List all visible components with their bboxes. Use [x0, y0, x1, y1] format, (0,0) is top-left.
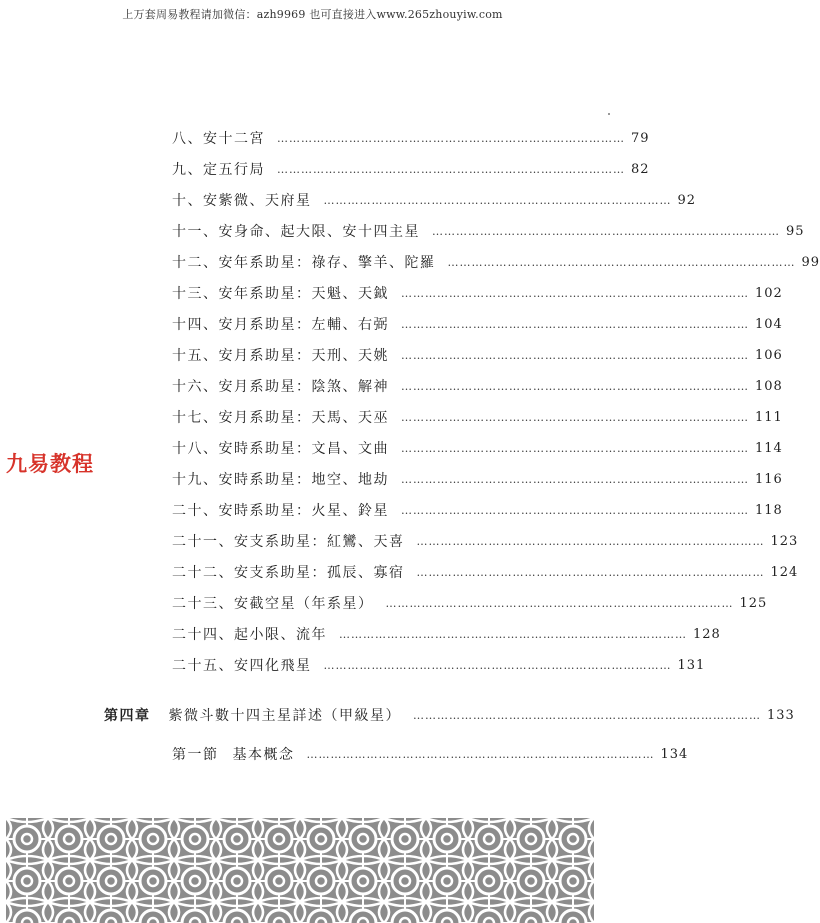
toc-entry-page: 128 — [693, 626, 721, 642]
toc-entry-page: 116 — [755, 471, 783, 487]
toc-entry-page: 99 — [801, 254, 820, 270]
toc-entry-title: 十三、安年系助星：天魁、天鉞 — [172, 286, 389, 302]
toc-entry-title: 十七、安月系助星：天馬、天巫 — [172, 410, 389, 426]
toc-leader-dots: …………………………………………………………………………… — [385, 596, 734, 610]
toc-entry[interactable] — [172, 653, 706, 677]
toc-entry-page: 79 — [631, 130, 650, 146]
header-watermark: 上万套周易教程请加微信：azh9969 也可直接进入www.265zhouyiw.com — [122, 8, 503, 21]
toc-entry-page: 118 — [755, 502, 783, 518]
toc-entry-page: 123 — [770, 533, 799, 549]
toc-leader-dots: …………………………………………………………………………… — [323, 658, 672, 672]
toc-leader-dots: …………………………………………………………………………… — [323, 193, 672, 207]
toc-leader-dots: …………………………………………………………………………… — [401, 317, 749, 331]
toc-entry-title: 二十四、起小限、流年 — [172, 627, 327, 643]
toc-entry-title: 十五、安月系助星：天刑、天姚 — [172, 348, 389, 364]
toc-leader-dots: …………………………………………………………………………… — [447, 255, 796, 269]
toc-entry-page: 111 — [755, 409, 783, 425]
toc-leader-dots: …………………………………………………………………………… — [413, 708, 761, 722]
toc-entry-page: 124 — [770, 564, 799, 580]
toc-entry-page: 104 — [755, 316, 783, 332]
toc-entry-page: 108 — [755, 378, 783, 394]
decorative-lattice-border — [6, 818, 594, 923]
toc-leader-dots: …………………………………………………………………………… — [401, 441, 749, 455]
toc-entry-title: 二十二、安支系助星：孤辰、寡宿 — [172, 565, 405, 581]
toc-section-entry[interactable] — [172, 742, 689, 766]
toc-entry[interactable] — [172, 498, 783, 522]
toc-entry-page: 131 — [677, 657, 706, 673]
toc-entry-title: 十、安紫微、天府星 — [172, 193, 312, 209]
toc-leader-dots: …………………………………………………………………………… — [432, 224, 780, 238]
chapter-title: 紫微斗數十四主星詳述（甲級星） — [168, 708, 401, 724]
toc-chapter-entry[interactable] — [104, 703, 795, 727]
toc-leader-dots: …………………………………………………………………………… — [401, 503, 749, 517]
toc-entry[interactable] — [172, 405, 783, 429]
toc-entry-title: 十一、安身命、起大限、安十四主星 — [172, 224, 420, 240]
toc-leader-dots: …………………………………………………………………………… — [401, 410, 749, 424]
toc-entry-page: 82 — [631, 161, 650, 177]
toc-leader-dots: …………………………………………………………………………… — [277, 162, 625, 176]
toc-entry-page: 125 — [739, 595, 768, 611]
toc-leader-dots: …………………………………………………………………………… — [339, 627, 687, 641]
toc-leader-dots: …………………………………………………………………………… — [416, 534, 765, 548]
toc-entry-title: 十六、安月系助星：陰煞、解神 — [172, 379, 389, 395]
toc-entry[interactable] — [172, 622, 721, 646]
toc-entry-title: 九、定五行局 — [172, 162, 265, 178]
toc-entry[interactable] — [172, 312, 783, 336]
toc-leader-dots: …………………………………………………………………………… — [306, 747, 655, 761]
toc-entry[interactable] — [172, 467, 783, 491]
toc-leader-dots: …………………………………………………………………………… — [401, 286, 749, 300]
toc-entry-page: 92 — [677, 192, 697, 208]
toc-entry-title: 二十一、安支系助星：紅鸞、天喜 — [172, 534, 405, 550]
toc-entry[interactable] — [172, 219, 805, 243]
chapter-label: 第四章 — [104, 708, 151, 724]
toc-entry[interactable] — [172, 560, 799, 584]
toc-entry-title: 十九、安時系助星：地空、地劫 — [172, 472, 389, 488]
corner-mark — [608, 113, 610, 115]
toc-entry-page: 95 — [786, 223, 805, 239]
section-page: 134 — [660, 746, 689, 762]
toc-entry-title: 十二、安年系助星：祿存、擎羊、陀羅 — [172, 255, 436, 271]
toc-entry[interactable] — [172, 250, 820, 274]
section-title: 基本概念 — [232, 747, 295, 763]
toc-entry[interactable] — [172, 436, 783, 460]
toc-entry-title: 十八、安時系助星：文昌、文曲 — [172, 441, 389, 457]
toc-entry-title: 十四、安月系助星：左輔、右弼 — [172, 317, 389, 333]
toc-entry-title: 二十三、安截空星（年系星） — [172, 596, 374, 612]
toc-leader-dots: …………………………………………………………………………… — [401, 379, 749, 393]
toc-entry[interactable] — [172, 126, 650, 150]
side-brand-watermark: 九易教程 — [6, 452, 94, 476]
toc-entry[interactable] — [172, 188, 697, 212]
toc-entry-title: 八、安十二宮 — [172, 131, 265, 147]
toc-leader-dots: …………………………………………………………………………… — [401, 472, 749, 486]
toc-leader-dots: …………………………………………………………………………… — [401, 348, 749, 362]
toc-entry[interactable] — [172, 281, 783, 305]
toc-entry-page: 114 — [755, 440, 783, 456]
toc-entry[interactable] — [172, 374, 783, 398]
toc-entry-title: 二十、安時系助星：火星、鈴星 — [172, 503, 389, 519]
section-label: 第一節 — [172, 747, 219, 763]
toc-entry-page: 106 — [755, 347, 783, 363]
toc-leader-dots: …………………………………………………………………………… — [277, 131, 625, 145]
toc-leader-dots: …………………………………………………………………………… — [416, 565, 765, 579]
toc-entry[interactable] — [172, 343, 783, 367]
toc-entry[interactable] — [172, 591, 768, 615]
toc-entry-page: 102 — [755, 285, 783, 301]
toc-entry-title: 二十五、安四化飛星 — [172, 658, 312, 674]
chapter-page: 133 — [767, 707, 795, 723]
toc-entry[interactable] — [172, 157, 650, 181]
toc-entry[interactable] — [172, 529, 799, 553]
